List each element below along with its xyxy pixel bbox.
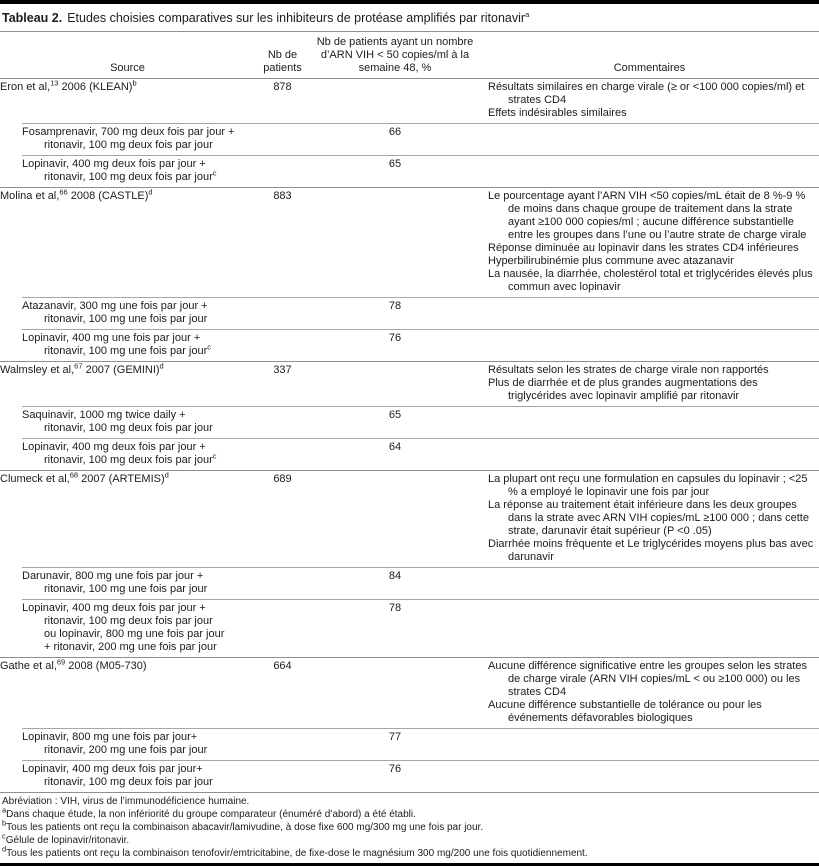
study-n-patients: 878 bbox=[273, 81, 292, 93]
arm-line-text: ritonavir, 100 mg une fois par jour bbox=[44, 345, 208, 357]
study-pct-spacer bbox=[310, 471, 480, 567]
study-pct-spacer bbox=[310, 188, 480, 297]
arm-comments-spacer bbox=[480, 568, 819, 599]
arm-n-spacer bbox=[255, 600, 310, 657]
arm-line bbox=[44, 776, 255, 789]
arm-n-spacer bbox=[255, 761, 310, 792]
footnote-text: Gélule de lopinavir/ritonavir. bbox=[5, 835, 130, 846]
comment-item: Effets indésirables similaires bbox=[488, 107, 627, 119]
arm-line bbox=[22, 409, 255, 422]
arm-line-text: Lopinavir, 400 mg deux fois par jour+ bbox=[22, 763, 203, 775]
footnote-text: Tous les patients ont reçu la combinaison tenofovir/emtricitabine, de fixe-dose le magnésium 300 mg/200 une fois quotidiennement. bbox=[6, 848, 588, 859]
study-pct-spacer bbox=[310, 658, 480, 728]
arm-pct-value: 78 bbox=[388, 300, 402, 312]
study-year-trial: 2007 (ARTEMIS) bbox=[78, 473, 165, 485]
comment-item: Plus de diarrhée et de plus grandes augmentations des triglycérides avec lopinavir amplifié par ritonavir bbox=[488, 377, 758, 402]
study-row bbox=[0, 79, 819, 123]
footnote-text: Tous les patients ont reçu la combinaison abacavir/lamivudine, à dose fixe 600 mg/300 mg une fois par jour. bbox=[6, 822, 484, 833]
footnote-text: Abréviation : VIH, virus de l’immunodéficience humaine. bbox=[2, 796, 250, 807]
footnote-c bbox=[2, 831, 817, 847]
arm-line-text: Saquinavir, 1000 mg twice daily + bbox=[22, 409, 186, 421]
study-year-trial: 2006 (KLEAN) bbox=[58, 81, 133, 93]
study-ref-number: 69 bbox=[56, 657, 66, 667]
study-n-patients: 689 bbox=[273, 473, 292, 485]
arm-regimen bbox=[0, 124, 255, 155]
comment-item: Aucune différence substantielle de tolérance ou pour les événements défavorables biologiques bbox=[488, 699, 762, 724]
study-author: Walmsley et al, bbox=[0, 364, 75, 376]
arm-row bbox=[0, 407, 819, 438]
study-row bbox=[0, 471, 819, 567]
arm-line bbox=[44, 342, 255, 358]
study-n-patients: 664 bbox=[273, 660, 292, 672]
footnote-b bbox=[2, 818, 817, 834]
study-n-patients: 337 bbox=[273, 364, 292, 376]
study-author: Molina et al, bbox=[0, 190, 60, 202]
arm-line bbox=[44, 744, 255, 757]
study-source bbox=[0, 188, 255, 297]
arm-line-text: Fosamprenavir, 700 mg deux fois par jour + bbox=[22, 126, 235, 138]
footnote-a bbox=[2, 805, 817, 821]
arm-line bbox=[44, 313, 255, 326]
study-source bbox=[0, 362, 255, 406]
footnote-text: Dans chaque étude, la non infériorité du groupe comparateur (énuméré d’abord) a été établi. bbox=[6, 809, 416, 820]
arm-line-text: ritonavir, 100 mg deux fois par jour bbox=[44, 776, 213, 788]
study-footnote-mark: b bbox=[132, 78, 137, 88]
arm-row bbox=[0, 729, 819, 760]
arm-comments-spacer bbox=[480, 298, 819, 329]
arm-line bbox=[22, 763, 255, 776]
arm-n-spacer bbox=[255, 330, 310, 361]
arm-line-text: + ritonavir, 200 mg une fois par jour bbox=[44, 641, 217, 653]
arm-line bbox=[22, 332, 255, 345]
arm-regimen bbox=[0, 298, 255, 329]
arm-line-text: Lopinavir, 400 mg une fois par jour + bbox=[22, 332, 201, 344]
arm-line-text: Darunavir, 800 mg une fois par jour + bbox=[22, 570, 204, 582]
arm-comments-spacer bbox=[480, 407, 819, 438]
study-ref-number: 66 bbox=[59, 187, 68, 197]
study-year-trial: 2008 (M05-730) bbox=[65, 660, 147, 672]
arm-pct-value: 66 bbox=[388, 126, 402, 138]
comment-item: Hyperbilirubinémie plus commune avec atazanavir bbox=[488, 255, 734, 267]
study-row bbox=[0, 658, 819, 728]
arm-n-spacer bbox=[255, 407, 310, 438]
arm-line bbox=[44, 168, 255, 184]
study-comments bbox=[480, 79, 819, 123]
arm-line-text: ritonavir, 100 mg deux fois par jour bbox=[44, 454, 213, 466]
comment-item: Le pourcentage ayant l’ARN VIH <50 copies/mL était de 8 %-9 % de moins dans chaque groupe de traitement dans la strate ayant ≥100 000 copies/ml ; aucune différence substantielle entre les groupes dans l’une ou l’autre strate de charge virale bbox=[488, 190, 807, 241]
arm-line-text: ou lopinavir, 800 mg une fois par jour bbox=[44, 628, 225, 640]
study-pct-spacer bbox=[310, 362, 480, 406]
study-comments bbox=[480, 658, 819, 728]
arm-regimen bbox=[0, 330, 255, 361]
arm-n-spacer bbox=[255, 568, 310, 599]
column-header-outcome: Nb de patients ayant un nombre d’ARN VIH < 50 copies/ml à la semaine 48, % bbox=[316, 36, 474, 74]
arm-line-text: ritonavir, 100 mg deux fois par jour bbox=[44, 615, 213, 627]
footnote-mark: a bbox=[2, 805, 7, 815]
footnote-mark: c bbox=[2, 831, 6, 841]
arm-line bbox=[22, 731, 255, 744]
arm-row bbox=[0, 439, 819, 470]
table-number: Tableau 2. bbox=[2, 11, 63, 25]
arm-comments-spacer bbox=[480, 156, 819, 187]
arm-row bbox=[0, 330, 819, 361]
arm-regimen bbox=[0, 156, 255, 187]
arm-pct-value: 76 bbox=[388, 332, 402, 344]
study-comments bbox=[480, 188, 819, 297]
arm-line bbox=[44, 422, 255, 435]
arm-footnote-mark: c bbox=[207, 342, 212, 352]
column-header-patients: Nb de patients bbox=[263, 49, 302, 74]
arm-comments-spacer bbox=[480, 600, 819, 657]
arm-line bbox=[22, 126, 255, 139]
study-author: Eron et al, bbox=[0, 81, 51, 93]
arm-line-text: ritonavir, 200 mg une fois par jour bbox=[44, 744, 208, 756]
study-ref-number: 67 bbox=[74, 361, 83, 371]
arm-comments-spacer bbox=[480, 761, 819, 792]
arm-pct-value: 76 bbox=[388, 763, 402, 775]
study-footnote-mark: d bbox=[164, 470, 169, 480]
arm-pct-value: 64 bbox=[388, 441, 402, 453]
arm-regimen bbox=[0, 407, 255, 438]
arm-line-text: Lopinavir, 400 mg deux fois par jour + bbox=[22, 158, 206, 170]
arm-line bbox=[22, 602, 255, 615]
arm-row bbox=[0, 156, 819, 187]
comment-item: La réponse au traitement était inférieure dans les deux groupes dans la strate avec ARN VIH copies/mL ≥100 000 ; dans cette strate, darunavir était supérieur (P <0 .05) bbox=[488, 499, 809, 537]
table-title-note: a bbox=[525, 9, 530, 19]
table-title-text: Etudes choisies comparatives sur les inhibiteurs de protéase amplifiés par ritonavir bbox=[67, 11, 526, 25]
study-year-trial: 2007 (GEMINI) bbox=[82, 364, 160, 376]
arm-row bbox=[0, 298, 819, 329]
arm-line-text: Lopinavir, 400 mg deux fois par jour + bbox=[22, 441, 206, 453]
arm-line bbox=[22, 300, 255, 313]
arm-line-text: ritonavir, 100 mg une fois par jour bbox=[44, 583, 208, 595]
arm-pct-value: 65 bbox=[388, 158, 402, 170]
arm-footnote-mark: c bbox=[212, 168, 217, 178]
arm-line-text: Atazanavir, 300 mg une fois par jour + bbox=[22, 300, 208, 312]
study-source bbox=[0, 471, 255, 567]
comment-item: Résultats selon les strates de charge virale non rapportés bbox=[488, 364, 769, 376]
study-n-patients: 883 bbox=[273, 190, 292, 202]
study-ref-number: 13 bbox=[50, 78, 59, 88]
arm-pct-value: 78 bbox=[388, 602, 402, 614]
arm-pct-value: 65 bbox=[388, 409, 402, 421]
footnote-mark: b bbox=[2, 818, 7, 828]
column-header-source: Source bbox=[110, 62, 145, 74]
study-source bbox=[0, 658, 255, 728]
study-comments bbox=[480, 362, 819, 406]
arm-line bbox=[44, 615, 255, 628]
arm-row bbox=[0, 124, 819, 155]
arm-regimen bbox=[0, 761, 255, 792]
comment-item: La plupart ont reçu une formulation en capsules du lopinavir ; <25 % a employé le lopinavir une fois par jour bbox=[488, 473, 808, 498]
arm-line bbox=[22, 158, 255, 171]
arm-regimen bbox=[0, 600, 255, 657]
arm-line bbox=[44, 139, 255, 152]
table-title bbox=[0, 4, 819, 31]
arm-row bbox=[0, 568, 819, 599]
arm-comments-spacer bbox=[480, 729, 819, 760]
column-header-comments: Commentaires bbox=[613, 62, 686, 74]
study-ref-number: 68 bbox=[69, 470, 79, 480]
arm-regimen bbox=[0, 729, 255, 760]
arm-comments-spacer bbox=[480, 439, 819, 470]
arm-row bbox=[0, 600, 819, 657]
arm-line bbox=[44, 628, 255, 641]
arm-regimen bbox=[0, 439, 255, 470]
arm-n-spacer bbox=[255, 124, 310, 155]
arm-line-text: ritonavir, 100 mg deux fois par jour bbox=[44, 422, 213, 434]
arm-comments-spacer bbox=[480, 124, 819, 155]
arm-n-spacer bbox=[255, 298, 310, 329]
arm-line bbox=[44, 641, 255, 654]
arm-line-text: ritonavir, 100 mg une fois par jour bbox=[44, 313, 208, 325]
arm-pct-value: 84 bbox=[388, 570, 402, 582]
study-author: Clumeck et al, bbox=[0, 473, 70, 485]
study-row bbox=[0, 188, 819, 297]
footnote-mark: d bbox=[2, 844, 7, 854]
study-footnote-mark: d bbox=[148, 187, 153, 197]
arm-n-spacer bbox=[255, 729, 310, 760]
study-pct-spacer bbox=[310, 79, 480, 123]
study-comments bbox=[480, 471, 819, 567]
arm-n-spacer bbox=[255, 156, 310, 187]
study-row bbox=[0, 362, 819, 406]
comment-item: La nausée, la diarrhée, cholestérol total et triglycérides élevés plus commun avec lopinavir bbox=[488, 268, 813, 293]
arm-row bbox=[0, 761, 819, 792]
study-year-trial: 2008 (CASTLE) bbox=[67, 190, 149, 202]
study-footnote-mark: d bbox=[159, 361, 164, 371]
footnote-d bbox=[2, 844, 817, 860]
arm-line bbox=[22, 570, 255, 583]
column-header-row bbox=[0, 32, 819, 78]
arm-line-text: Lopinavir, 800 mg une fois par jour+ bbox=[22, 731, 198, 743]
arm-line-text: Lopinavir, 400 mg deux fois par jour + bbox=[22, 602, 206, 614]
arm-line bbox=[44, 583, 255, 596]
comment-item: Diarrhée moins fréquente et Le triglycérides moyens plus bas avec darunavir bbox=[488, 538, 814, 563]
arm-regimen bbox=[0, 568, 255, 599]
study-author: Gathe et al, bbox=[0, 660, 57, 672]
study-source bbox=[0, 79, 255, 123]
footnote-abbreviation bbox=[2, 795, 817, 808]
arm-pct-value: 77 bbox=[388, 731, 402, 743]
comment-item: Résultats similaires en charge virale (≥ or <100 000 copies/ml) et strates CD4 bbox=[488, 81, 805, 106]
arm-line bbox=[22, 441, 255, 454]
comment-item: Réponse diminuée au lopinavir dans les strates CD4 inférieures bbox=[488, 242, 799, 254]
arm-comments-spacer bbox=[480, 330, 819, 361]
arm-line bbox=[44, 451, 255, 467]
comment-item: Aucune différence significative entre les groupes selon les strates de charge virale (ARN VIH copies/mL < ou ≥100 000) ou les strates CD4 bbox=[488, 660, 807, 698]
footnotes bbox=[0, 793, 819, 863]
arm-footnote-mark: c bbox=[212, 451, 217, 461]
arm-line-text: ritonavir, 100 mg deux fois par jour bbox=[44, 171, 213, 183]
arm-line-text: ritonavir, 100 mg deux fois par jour bbox=[44, 139, 213, 151]
arm-n-spacer bbox=[255, 439, 310, 470]
